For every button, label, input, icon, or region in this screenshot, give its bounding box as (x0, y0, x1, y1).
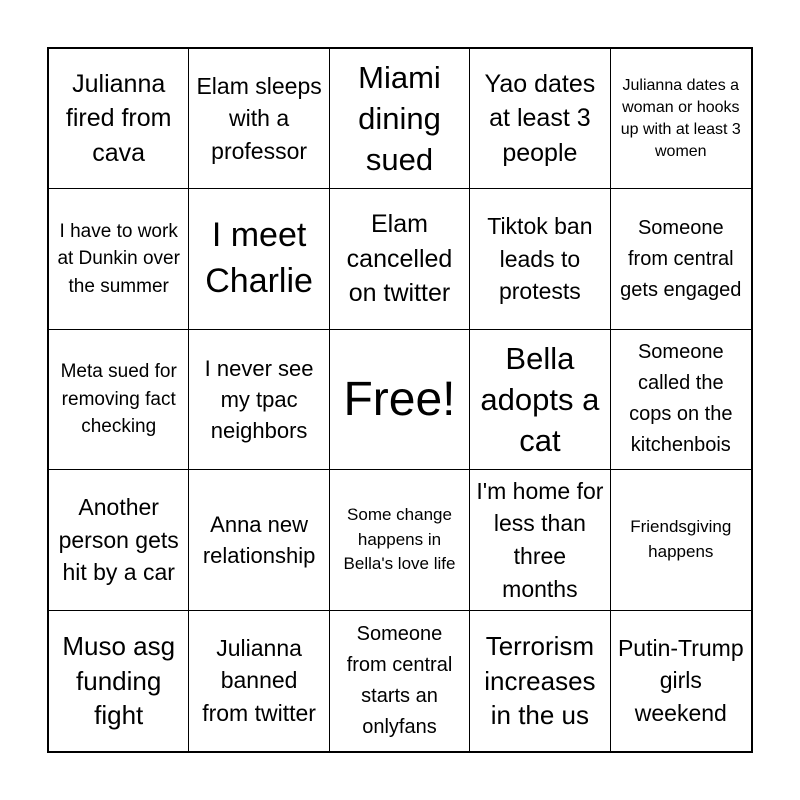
bingo-cell-r2c5[interactable]: Someone from central gets engaged (611, 189, 751, 329)
bingo-cell-r1c3[interactable]: Miami dining sued (330, 49, 470, 189)
bingo-cell-r1c4[interactable]: Yao dates at least 3 people (470, 49, 610, 189)
bingo-cell-r2c2[interactable]: I meet Charlie (189, 189, 329, 329)
bingo-cell-r1c1[interactable]: Julianna fired from cava (49, 49, 189, 189)
bingo-cell-r3c4[interactable]: Bella adopts a cat (470, 330, 610, 470)
bingo-cell-r4c2[interactable]: Anna new relationship (189, 470, 329, 610)
bingo-cell-r5c2[interactable]: Julianna banned from twitter (189, 611, 329, 751)
bingo-cell-r5c5[interactable]: Putin-Trump girls weekend (617, 634, 744, 727)
bingo-cell-r3c1[interactable]: Meta sued for removing fact checking (49, 330, 189, 470)
bingo-cell-r1c5[interactable]: Julianna dates a woman or hooks up with at least 3 women (611, 49, 751, 189)
bingo-cell-free-space[interactable]: Free! (330, 330, 470, 470)
bingo-cell-r4c3[interactable]: Some change happens in Bella's love life (330, 470, 470, 610)
bingo-cell-r1c2[interactable]: Elam sleeps with a professor (189, 49, 329, 189)
bingo-cell-r2c3[interactable]: Elam cancelled on twitter (330, 189, 470, 329)
bingo-cell-r2c4[interactable]: Tiktok ban leads to protests (470, 189, 610, 329)
bingo-cell-r5c4[interactable]: Terrorism increases in the us (470, 611, 610, 751)
bingo-cell-r4c4[interactable]: I'm home for less than three months (470, 470, 610, 610)
bingo-cell-r5c3[interactable]: Someone from central starts an onlyfans (330, 611, 470, 751)
bingo-cell-r5c1[interactable]: Muso asg funding fight (49, 611, 189, 751)
bingo-board (47, 47, 753, 753)
bingo-cell-r2c1[interactable]: I have to work at Dunkin over the summer (49, 189, 189, 329)
bingo-cell-r4c5[interactable]: Friendsgiving happens (611, 470, 751, 610)
bingo-cell-r4c1[interactable]: Another person gets hit by a car (49, 470, 189, 610)
bingo-cell-r3c5[interactable]: Someone called the cops on the kitchenbois (611, 330, 751, 470)
bingo-cell-r3c2[interactable]: I never see my tpac neighbors (189, 330, 329, 470)
